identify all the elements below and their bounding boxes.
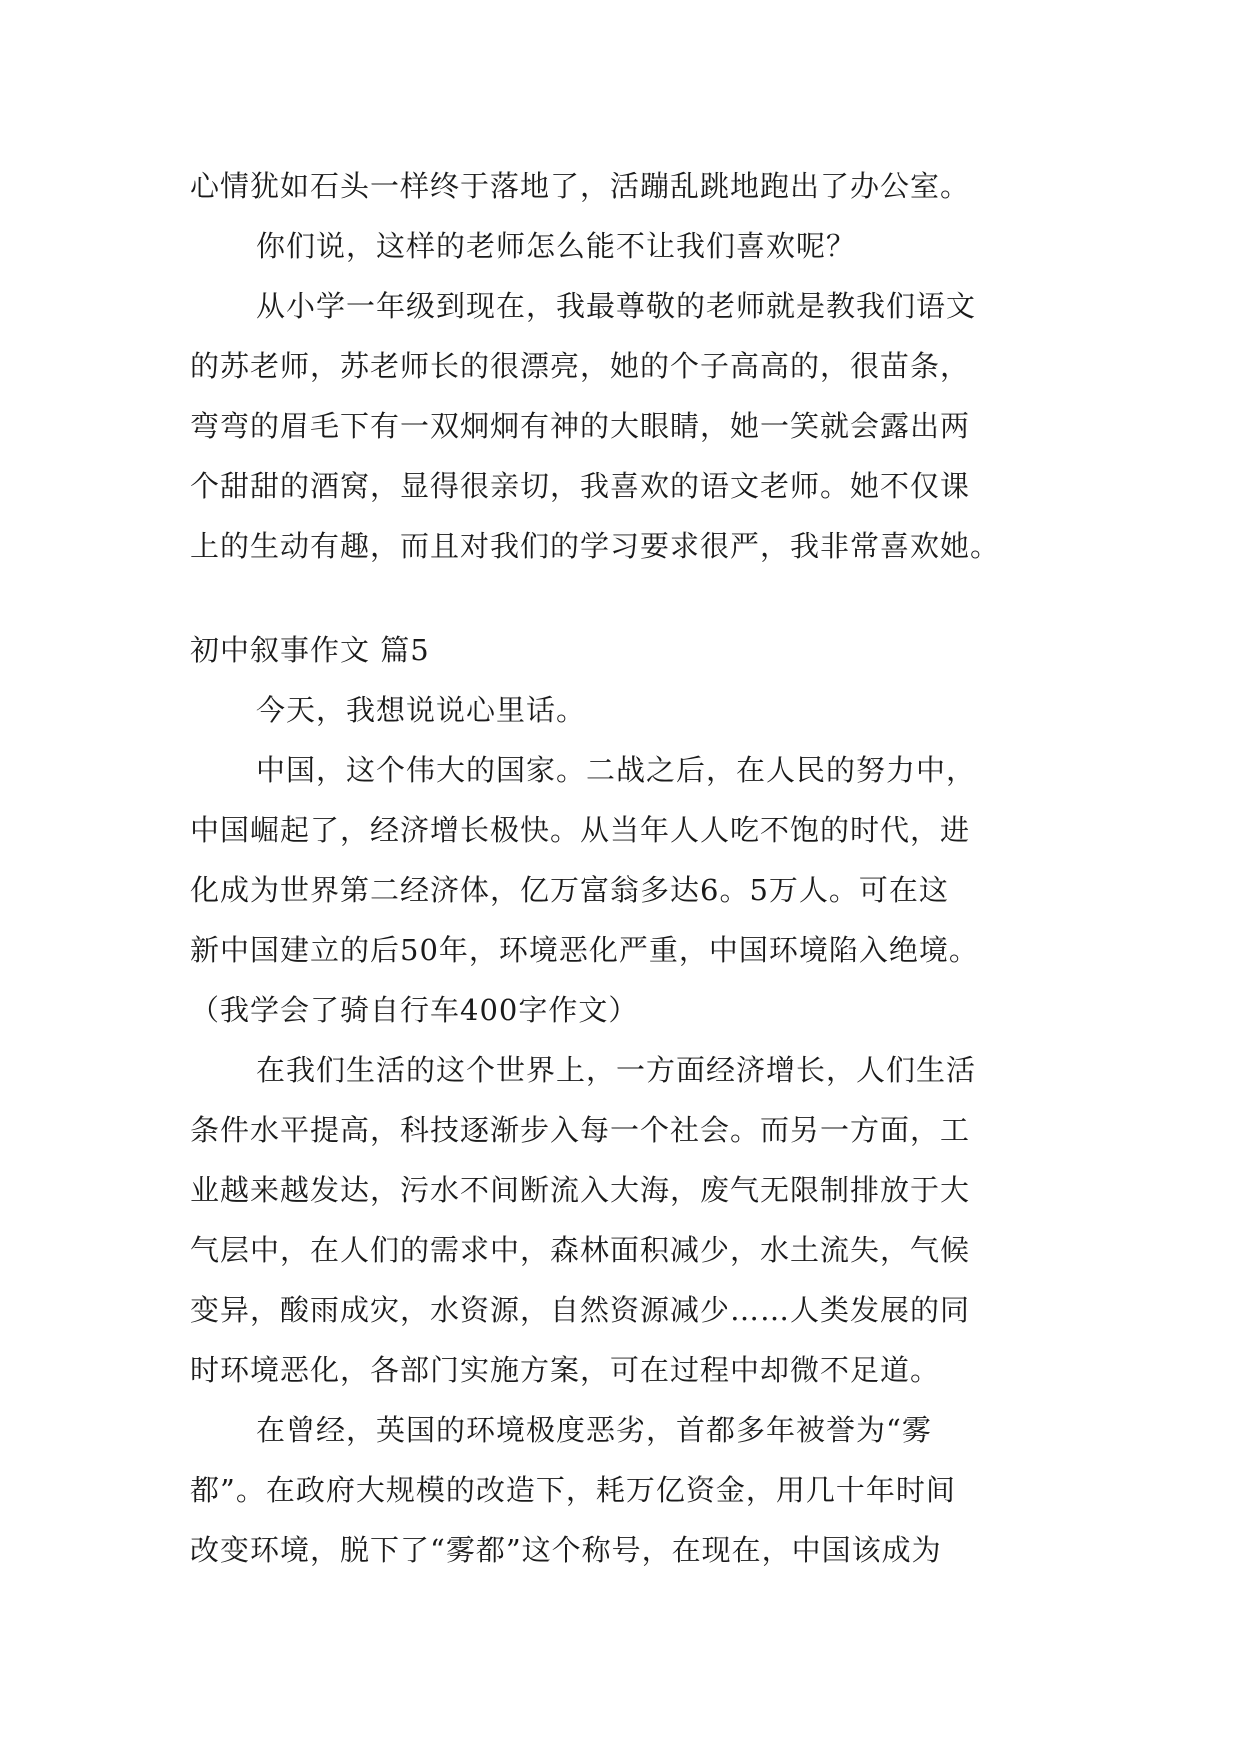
text-line: 你们说，这样的老师怎么能不让我们喜欢呢？ [256, 229, 857, 263]
text-line: 今天，我想说说心里话。 [256, 693, 587, 727]
text-line: 心情犹如石头一样终于落地了，活蹦乱跳地跑出了办公室。 [190, 169, 971, 203]
text-line: 上的生动有趣，而且对我们的学习要求很严，我非常喜欢她。 [190, 529, 1001, 563]
text-line: 改变环境，脱下了“雾都”这个称号，在现在，中国该成为 [190, 1533, 942, 1567]
text-line: 条件水平提高，科技逐渐步入每一个社会。而另一方面，工 [190, 1113, 971, 1147]
text-line: 中国，这个伟大的国家。二战之后，在人民的努力中， [256, 753, 977, 787]
text-line: 弯弯的眉毛下有一双炯炯有神的大眼睛，她一笑就会露出两 [190, 409, 971, 443]
text-line: 中国崛起了，经济增长极快。从当年人人吃不饱的时代，进 [190, 813, 971, 847]
text-line: 的苏老师，苏老师长的很漂亮，她的个子高高的，很苗条， [190, 349, 971, 383]
text-line: （我学会了骑自行车400字作文） [190, 993, 639, 1027]
text-line: 个甜甜的酒窝，显得很亲切，我喜欢的语文老师。她不仅课 [190, 469, 971, 503]
text-line: 变异，酸雨成灾，水资源，自然资源减少……人类发展的同 [190, 1293, 971, 1327]
text-line: 都”。在政府大规模的改造下，耗万亿资金，用几十年时间 [190, 1473, 956, 1507]
text-line: 从小学一年级到现在，我最尊敬的老师就是教我们语文 [256, 289, 977, 323]
text-line: 在我们生活的这个世界上，一方面经济增长，人们生活 [256, 1053, 977, 1087]
section-heading: 初中叙事作文 篇5 [190, 633, 430, 667]
text-line: 新中国建立的后50年，环境恶化严重，中国环境陷入绝境。 [190, 933, 979, 967]
text-line: 化成为世界第二经济体，亿万富翁多达6。5万人。可在这 [190, 873, 949, 907]
text-line: 时环境恶化，各部门实施方案，可在过程中却微不足道。 [190, 1353, 941, 1387]
text-line: 业越来越发达，污水不间断流入大海，废气无限制排放于大 [190, 1173, 971, 1207]
text-line: 在曾经，英国的环境极度恶劣，首都多年被誉为“雾 [256, 1413, 932, 1447]
text-line: 气层中，在人们的需求中，森林面积减少，水土流失，气候 [190, 1233, 971, 1267]
